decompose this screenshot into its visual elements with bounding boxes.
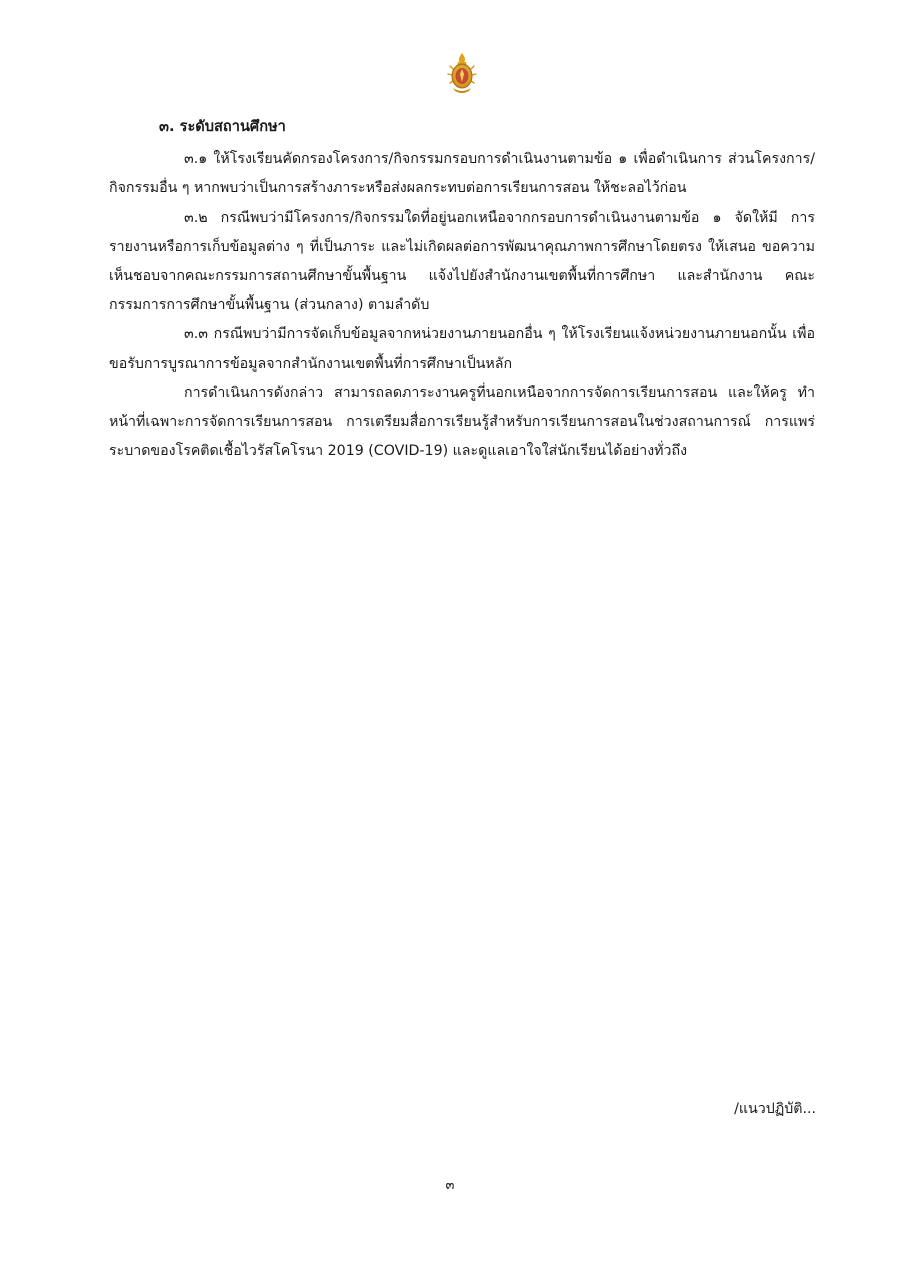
paragraph-3-1: ๓.๑ ให้โรงเรียนคัดกรองโครงการ/กิจกรรมกรอบการดำเนินงานตามข้อ ๑ เพื่อดำเนินการ ส่วนโครงการ/กิจกรรมอื่น ๆ หากพบว่าเป็นการสร้างภาระหรือส่งผลกระทบต่อการเรียนการสอน ให้ชะลอไว้ก่อน — [109, 151, 815, 197]
obec-emblem-icon — [446, 52, 478, 94]
paragraph-summary: การดำเนินการดังกล่าว สามารถลดภาระงานครูที่นอกเหนือจากการจัดการเรียนการสอน และให้ครู ทำหน้าที่เฉพาะการจัดการเรียนการสอน การเตรียมสื่อการเรียนรู้สำหรับการเรียนการสอนในช่วงสถานการณ์ การแพร่ระบาดของโรคติดเชื้อไวรัสโคโรนา 2019 (COVID-19) และดูแลเอาใจใส่นักเรียนได้อย่างทั่วถึง — [109, 384, 815, 460]
section-body — [109, 112, 815, 466]
paragraph-3-2: ๓.๒ กรณีพบว่ามีโครงการ/กิจกรรมใดที่อยู่นอกเหนือจากกรอบการดำเนินงานตามข้อ ๑ จัดให้มี การรายงานหรือการเก็บข้อมูลต่าง ๆ ที่เป็นภาระ และไม่เกิดผลต่อการพัฒนาคุณภาพการศึกษาโดยตรง ให้เสนอ ขอความเห็นชอบจากคณะกรรมการสถานศึกษาขั้นพื้นฐาน แจ้งไปยังสำนักงานเขตพื้นที่การศึกษา และสำนักงาน คณะกรรมการการศึกษาขั้นพื้นฐาน (ส่วนกลาง) ตามลำดับ — [109, 209, 816, 314]
page-number: ๓ — [445, 1178, 455, 1193]
paragraph-3-3: ๓.๓ กรณีพบว่ามีการจัดเก็บข้อมูลจากหน่วยงานภายนอกอื่น ๆ ให้โรงเรียนแจ้งหน่วยงานภายนอกนั้น เพื่อขอรับการบูรณาการข้อมูลจากสำนักงานเขตพื้นที่การศึกษาเป็นหลัก — [109, 326, 815, 372]
section-heading: ๓. ระดับสถานศึกษา — [159, 118, 286, 135]
continuation-text: /แนวปฏิบัติ... — [734, 1101, 816, 1117]
